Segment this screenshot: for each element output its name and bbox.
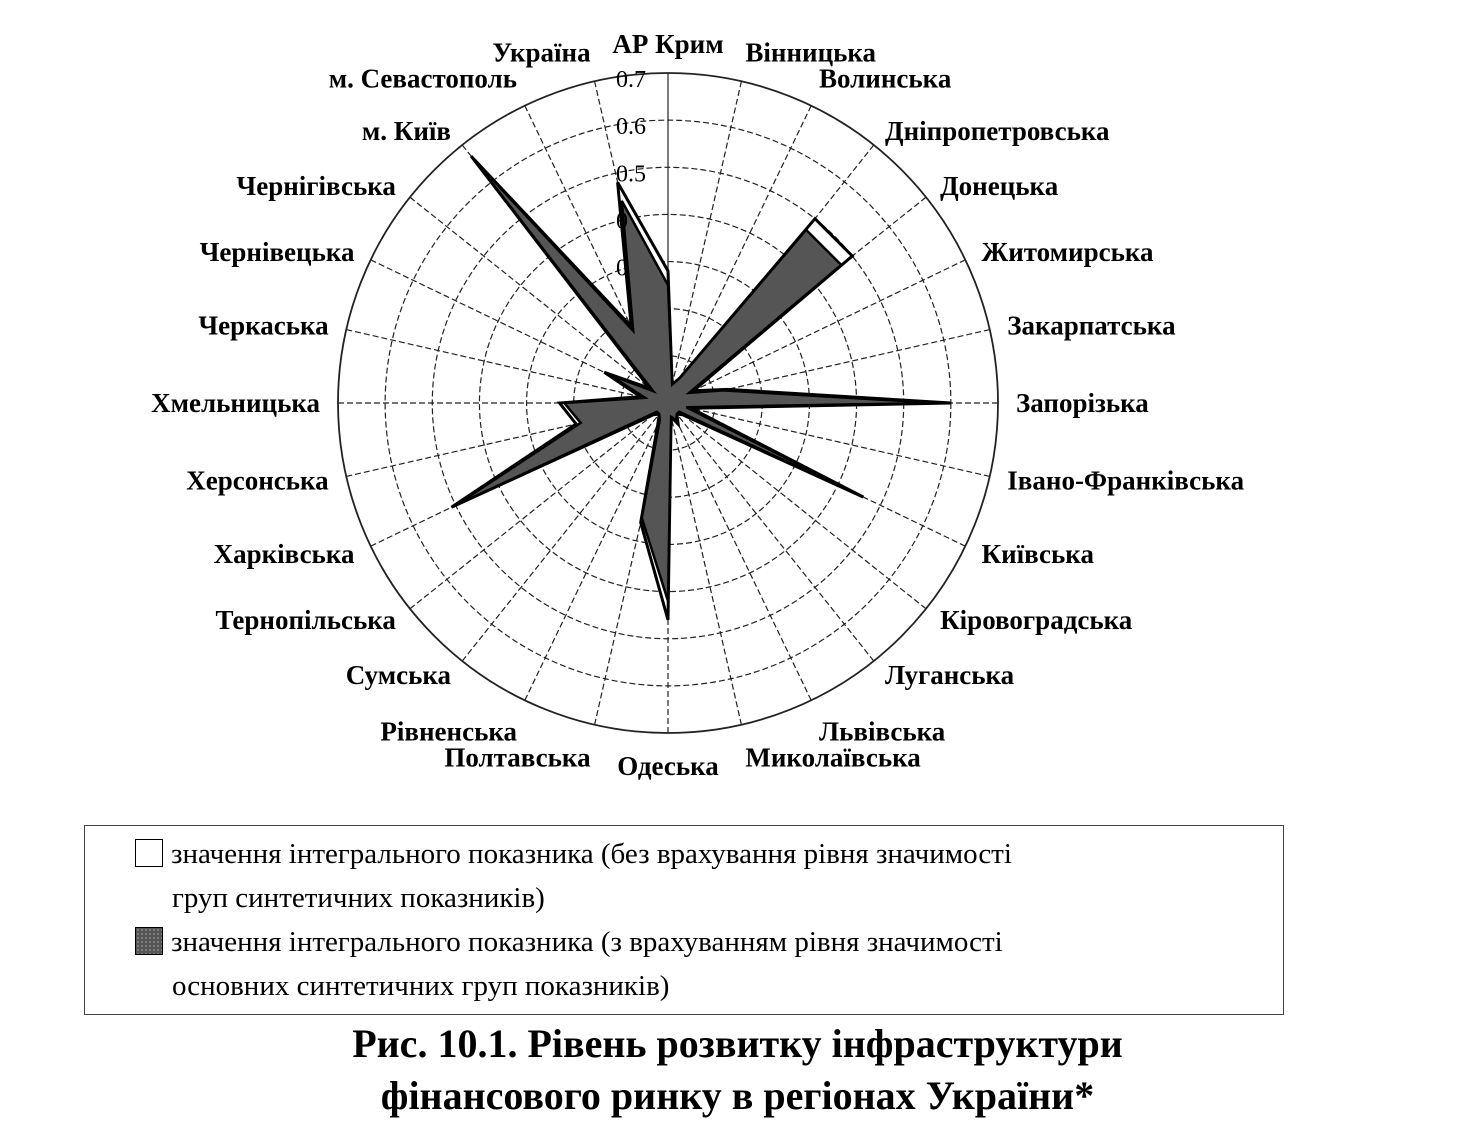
grid-spoke — [668, 403, 741, 725]
axis-tick-label: 0.7 — [616, 67, 646, 93]
grid-spoke — [668, 403, 926, 609]
legend-item1-line1: значення інтегрального показника (без врахування рівня значимості — [171, 838, 1012, 870]
category-label: Тернопільська — [215, 605, 396, 635]
series-with-weights — [456, 160, 937, 601]
category-label: Миколаївська — [745, 742, 921, 773]
grid-spoke — [410, 403, 668, 609]
grid-spoke — [668, 403, 811, 700]
legend-item1-line2: груп синтетичних показників) — [172, 882, 545, 914]
category-label: Київська — [981, 539, 1094, 569]
category-label: Рівненська — [380, 716, 517, 747]
legend-swatch-white — [135, 839, 163, 867]
legend — [84, 825, 1284, 1015]
category-label: м. Київ — [361, 115, 451, 146]
axis-tick-label: 0 — [616, 208, 628, 235]
legend-item2-line2: основних синтетичних груп показників) — [172, 970, 670, 1002]
category-label: Житомирська — [981, 237, 1154, 267]
category-label: Хмельницька — [151, 388, 320, 418]
figure-caption-line2: фінансового ринку в регіонах України* — [380, 1073, 1095, 1118]
legend-item-with-weights — [135, 920, 1265, 1008]
legend-swatch-dark — [135, 927, 163, 955]
category-label: Івано-Франківська — [1007, 465, 1245, 496]
category-label: Одеська — [617, 751, 719, 781]
category-label: Черкаська — [198, 310, 329, 341]
grid-spoke — [668, 403, 990, 476]
axis-tick-label: 0.5 — [616, 161, 646, 188]
category-label: Полтавська — [444, 742, 591, 773]
category-label: Запорізька — [1016, 388, 1149, 418]
category-label: Донецька — [940, 171, 1059, 201]
axis-tick-label: 0 — [616, 255, 628, 282]
category-label: Закарпатська — [1007, 310, 1176, 341]
category-label: АР Крим — [612, 29, 724, 59]
category-label: м. Севастополь — [328, 63, 517, 94]
axis-tick-label: 0.6 — [616, 114, 646, 141]
category-label: Львівська — [819, 716, 946, 747]
category-label: Кіровоградська — [940, 605, 1133, 635]
radar-series — [451, 156, 951, 620]
category-label: Херсонська — [186, 465, 329, 496]
category-label: Вінницька — [745, 37, 877, 68]
category-label: Україна — [492, 37, 591, 68]
category-label: Волинська — [819, 63, 952, 94]
legend-item-without-weights — [135, 832, 1265, 920]
category-label: Харківська — [213, 539, 355, 569]
category-label: Дніпропетровська — [885, 115, 1110, 146]
grid-spoke — [668, 403, 874, 661]
figure-caption-line1: Рис. 10.1. Рівень розвитку інфраструктури — [352, 1021, 1123, 1066]
category-label: Чернівецька — [199, 237, 355, 267]
category-label: Чернігівська — [236, 171, 396, 201]
category-label: Луганська — [885, 660, 1015, 691]
legend-item2-line1: значення інтегрального показника (з врахуванням рівня значимості — [171, 926, 1003, 958]
category-label: Сумська — [345, 660, 451, 691]
